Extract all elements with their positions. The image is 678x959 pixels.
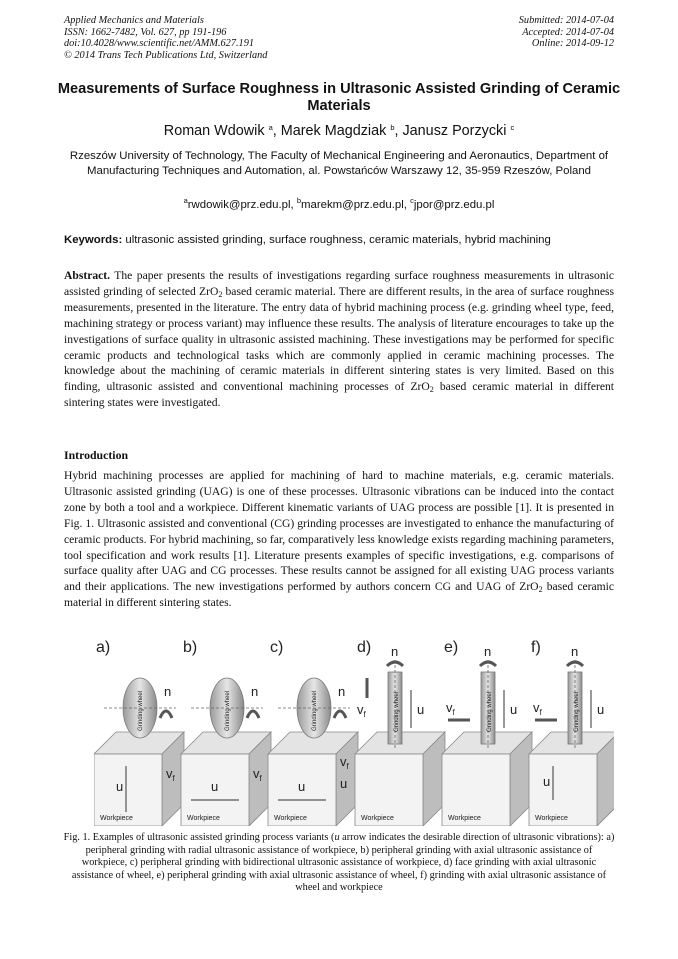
u-label: u <box>543 774 551 789</box>
panel-label: d) <box>357 639 372 656</box>
keywords-label: Keywords: <box>64 234 123 246</box>
u-label: u <box>211 779 219 794</box>
u-label: u <box>340 776 348 791</box>
panel-label: a) <box>96 639 111 656</box>
vf-label: $v_f$ <box>340 754 349 771</box>
u-label: u <box>417 702 425 717</box>
abstract: Abstract. The paper presents the results of investigations regarding surface roughness measurements in ultrasonic assisted grinding of selected ZrO$_2$ based ceramic material. There are different results, in the area of surface roughness measurements, presented in the literature. The entry data of hybrid machining process (e.g. grinding wheel type, feed, machining strategy or process variant) may influence these results. The analysis of literature encourages to take up the investigations of surface quality in ultrasonic assisted machining. These investigations may be performed for specific ceramic products and technological tasks which are commonly applied in ceramic machining processes. The knowledge about the machining of ceramic materials in different sintering states is very limited. Based on this finding, ultrasonic assisted and conventional machining processes of ZrO$_2$ based ceramic material in different sintering states were investigated. <box>64 269 614 410</box>
rotation-arrow <box>247 711 259 718</box>
vf-label: $v_f$ <box>446 700 455 717</box>
u-label: u <box>298 779 306 794</box>
wheel-label: Grinding wheel <box>312 690 318 731</box>
email-link[interactable]: $^a$rwdowik@prz.edu.pl <box>183 196 291 211</box>
n-label: n <box>484 644 492 659</box>
rotation-arrow <box>334 711 346 718</box>
journal-header <box>64 15 267 61</box>
keywords <box>64 234 614 246</box>
wheel-label: Grinding wheel <box>225 690 231 731</box>
keywords-text: ultrasonic assisted grinding, surface roughness, ceramic materials, hybrid machining <box>125 234 551 246</box>
wheel-label: Grinding wheel <box>138 690 144 731</box>
n-label: n <box>164 684 172 699</box>
figure-panel <box>355 639 445 826</box>
vf-label: $v_f$ <box>253 766 262 783</box>
figure-panel <box>442 639 532 826</box>
u-label: u <box>597 702 605 717</box>
n-label: n <box>571 644 579 659</box>
rotation-arrow <box>160 711 172 718</box>
n-label: n <box>251 684 259 699</box>
figure-panel <box>529 639 614 826</box>
workpiece-label: Workpiece <box>100 815 133 822</box>
author: Marek Magdziak $^b$, <box>280 123 403 139</box>
affiliation: Rzeszów University of Technology, The Faculty of Mechanical Engineering and Aeronautics, Department of Manufacturing Techniques and Automation, al. Powstańców Warszawy 12, 35-959 Rzeszów, Poland <box>69 150 609 177</box>
wheel-label: Grinding wheel <box>394 691 400 732</box>
paper-title: Measurements of Surface Roughness in Ultrasonic Assisted Grinding of Ceramic Materials <box>57 81 621 114</box>
vf-label: $v_f$ <box>357 702 366 719</box>
accepted-date: Accepted: 2014-07-04 <box>522 26 614 38</box>
workpiece-label: Workpiece <box>535 815 568 822</box>
figure-1 <box>94 636 614 826</box>
panel-label: f) <box>531 639 541 656</box>
panel-label: c) <box>270 639 284 656</box>
email-link[interactable]: $^c$jpor@prz.edu.pl <box>410 196 495 211</box>
dates-header <box>519 15 614 50</box>
submitted-date: Submitted: 2014-07-04 <box>518 15 614 26</box>
copyright: © 2014 Trans Tech Publications Ltd, Switzerland <box>64 49 268 61</box>
panel-label: b) <box>183 639 198 656</box>
panel-label: e) <box>444 639 459 656</box>
introduction-text: Hybrid machining processes are applied for machining of hard to machine materials, e.g. ceramic materials. Ultrasonic assisted grinding (UAG) is one of these processes. Ultrasonic vibrations can be induced into the contact zone by both a tool and a workpiece. Different kinematic variants of UAG process are possible [1]. It is presented in Fig. 1. Ultrasonic assisted and conventional (CG) grinding processes are investigated to enhance the manufacturing of ceramic products. For hybrid machining, so far, comparatively less knowledge exists regarding machining parameters, tool specification and work results [1]. Literature presents examples of specific investigations, e.g. comparisons of surface quality after UAG and CG processes. These results cannot be assigned for all existing UAG process variants and their applications. The new investigations performed by authors concern CG and UAG of ZrO$_2$ based ceramic material in different sintering states. <box>64 469 614 610</box>
author: Roman Wdowik $^a$, <box>163 123 281 139</box>
u-label: u <box>116 779 124 794</box>
figure-panel <box>181 639 271 826</box>
journal-name: Applied Mechanics and Materials <box>64 15 204 26</box>
vf-label: $v_f$ <box>533 700 542 717</box>
grinding-variants-figure <box>94 636 614 826</box>
email-link[interactable]: $^b$marekm@prz.edu.pl <box>296 196 404 211</box>
workpiece-label: Workpiece <box>274 815 307 822</box>
figure-panel <box>94 639 184 826</box>
figure-panel <box>268 639 358 826</box>
u-label: u <box>510 702 518 717</box>
author-emails: $^a$rwdowik@prz.edu.pl, $^b$marekm@prz.edu.pl, $^c$jpor@prz.edu.pl <box>183 196 495 211</box>
workpiece-label: Workpiece <box>361 815 394 822</box>
abstract-label: Abstract. <box>64 269 111 282</box>
section-heading: Introduction <box>64 448 129 462</box>
n-label: n <box>391 644 399 659</box>
n-label: n <box>338 684 346 699</box>
workpiece-label: Workpiece <box>187 815 220 822</box>
author-list <box>50 123 628 139</box>
vf-label: $v_f$ <box>166 766 175 783</box>
wheel-label: Grinding wheel <box>574 691 580 732</box>
doi: doi:10.4028/www.scientific.net/AMM.627.191 <box>64 38 254 50</box>
figure-caption: Fig. 1. Examples of ultrasonic assisted grinding process variants (u arrow indicates the desirable direction of ultrasonic vibrations): a) peripheral grinding with radial ultrasonic assistance of workpiece, b) peripheral grinding with axial ultrasonic assistance of workpiece, c) peripheral grinding with bidirectional ultrasonic assistance of workpiece, d) face grinding with axial ultrasonic assistance of wheel, e) peripheral grinding with axial ultrasonic assistance of wheel, f) grinding with axial ultrasonic assistance of wheel and workpiece <box>63 832 615 894</box>
wheel-label: Grinding wheel <box>487 691 493 732</box>
online-date: Online: 2014-09-12 <box>531 38 614 50</box>
author: Janusz Porzycki $^c$ <box>402 123 515 139</box>
issn: ISSN: 1662-7482, Vol. 627, pp 191-196 <box>64 26 227 38</box>
workpiece-label: Workpiece <box>448 815 481 822</box>
